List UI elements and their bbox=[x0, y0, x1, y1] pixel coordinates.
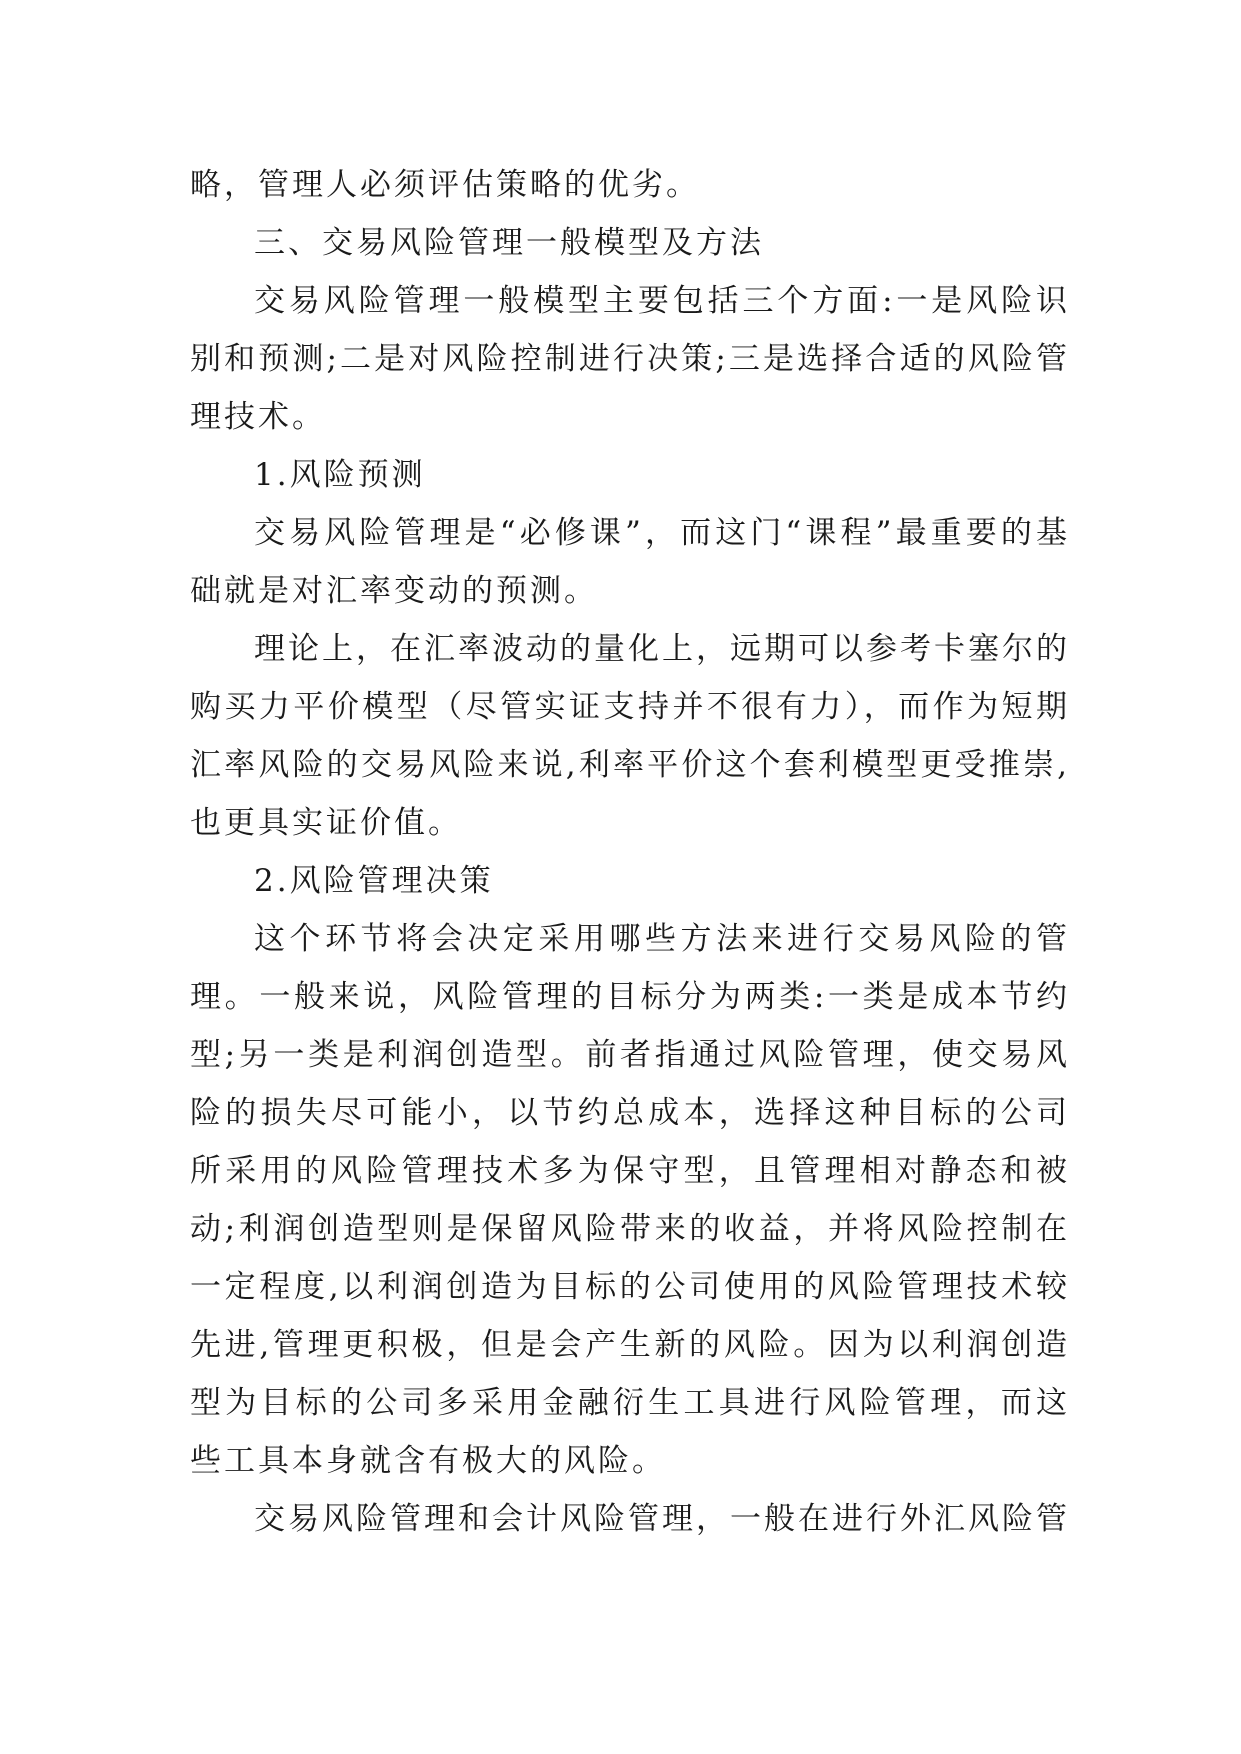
section-heading: 三、交易风险管理一般模型及方法 bbox=[254, 225, 764, 261]
paragraph-5: 这个环节将会决定采用哪些方法来进行交易风险的管理。一般来说，风险管理的目标分为两类:一类是成本节约型;另一类是利润创造型。前者指通过风险管理，使交易风险的损失尽可能小，以节约总成本，选择这种目标的公司所采用的风险管理技术多为保守型，且管理相对静态和被动;利润创造型则是保留风险带来的收益，并将风险控制在一定程度,以利润创造为目标的公司使用的风险管理技术较先进,管理更积极，但是会产生新的风险。因为以利润创造型为目标的公司多采用金融衍生工具进行风险管理，而这些工具本身就含有极大的风险。 bbox=[190, 921, 1070, 1479]
subheading-risk-decision: 2.风险管理决策 bbox=[254, 863, 494, 899]
subheading-risk-forecast: 1.风险预测 bbox=[254, 457, 426, 493]
paragraph-1: 略，管理人必须评估策略的优劣。 bbox=[190, 167, 700, 203]
paragraph-2: 交易风险管理一般模型主要包括三个方面:一是风险识别和预测;二是对风险控制进行决策;三是选择合适的风险管理技术。 bbox=[190, 283, 1070, 435]
paragraph-6: 交易风险管理和会计风险管理，一般在进行外汇风险管 bbox=[254, 1501, 1070, 1537]
document-page bbox=[190, 156, 1070, 1548]
paragraph-4: 理论上，在汇率波动的量化上，远期可以参考卡塞尔的购买力平价模型（尽管实证支持并不很有力），而作为短期汇率风险的交易风险来说,利率平价这个套利模型更受推崇,也更具实证价值。 bbox=[190, 631, 1070, 841]
paragraph-3: 交易风险管理是“必修课”，而这门“课程”最重要的基础就是对汇率变动的预测。 bbox=[190, 515, 1070, 609]
